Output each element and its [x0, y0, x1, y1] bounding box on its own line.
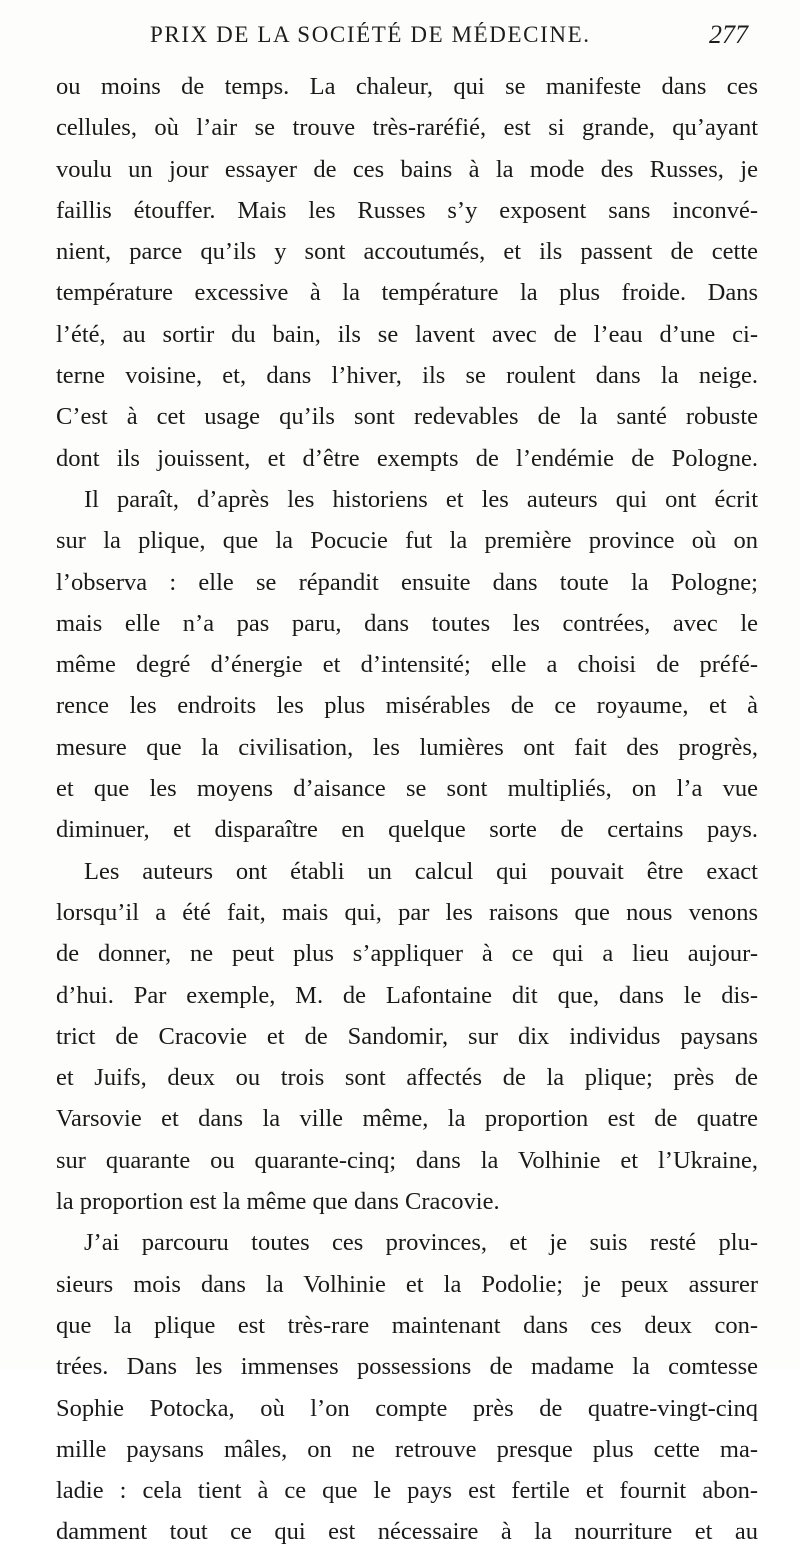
- body-text: [56, 66, 758, 1553]
- text-line: de donner, ne peut plus s’appliquer à ce qui a lieu aujour-: [56, 940, 758, 968]
- text-line: mais elle n’a pas paru, dans toutes les contrées, avec le: [56, 609, 758, 637]
- page-number: 277: [709, 20, 748, 49]
- text-line: C’est à cet usage qu’ils sont redevables de la santé robuste: [56, 403, 758, 431]
- text-line: damment tout ce qui est nécessaire à la nourriture et au: [56, 1518, 758, 1546]
- text-line: lorsqu’il a été fait, mais qui, par les raisons que nous venons: [56, 898, 758, 926]
- text-line: Les auteurs ont établi un calcul qui pouvait être exact: [84, 857, 758, 885]
- text-line: Il paraît, d’après les historiens et les auteurs qui ont écrit: [84, 485, 758, 513]
- running-head: [58, 18, 758, 54]
- text-line: même degré d’énergie et d’intensité; elle a choisi de préfé-: [56, 651, 758, 679]
- text-line: ou moins de temps. La chaleur, qui se manifeste dans ces: [56, 73, 758, 100]
- text-line: sur la plique, que la Pocucie fut la première province où on: [56, 527, 758, 555]
- text-line: d’hui. Par exemple, M. de Lafontaine dit que, dans le dis-: [56, 981, 758, 1009]
- text-line: la proportion est la même que dans Cracovie.: [56, 1188, 500, 1216]
- running-title: PRIX DE LA SOCIÉTÉ DE MÉDECINE.: [150, 22, 591, 47]
- text-line: température excessive à la température la plus froide. Dans: [56, 279, 758, 307]
- text-line: et Juifs, deux ou trois sont affectés de la plique; près de: [56, 1064, 758, 1092]
- text-line: dont ils jouissent, et d’être exempts de l’endémie de Pologne.: [56, 444, 758, 472]
- text-line: Sophie Potocka, où l’on compte près de quatre-vingt-cinq: [56, 1394, 758, 1422]
- text-line: mesure que la civilisation, les lumières ont fait des progrès,: [56, 733, 758, 761]
- text-line: voulu un jour essayer de ces bains à la mode des Russes, je: [56, 155, 758, 183]
- text-line: trées. Dans les immenses possessions de madame la comtesse: [56, 1353, 758, 1381]
- text-line: l’observa : elle se répandit ensuite dans toute la Pologne;: [56, 568, 758, 596]
- text-line: cellules, où l’air se trouve très-raréfié, est si grande, qu’ayant: [56, 114, 758, 142]
- text-line: ladie : cela tient à ce que le pays est fertile et fournit abon-: [56, 1477, 758, 1505]
- text-line: l’été, au sortir du bain, ils se lavent avec de l’eau d’une ci-: [56, 320, 758, 348]
- text-line: trict de Cracovie et de Sandomir, sur dix individus paysans: [56, 1022, 758, 1050]
- text-line: sur quarante ou quarante-cinq; dans la Volhinie et l’Ukraine,: [56, 1146, 758, 1174]
- text-line: faillis étouffer. Mais les Russes s’y exposent sans inconvé-: [56, 196, 758, 224]
- text-line: rence les endroits les plus misérables de ce royaume, et à: [56, 692, 758, 720]
- text-line: sieurs mois dans la Volhinie et la Podolie; je peux assurer: [56, 1270, 758, 1298]
- text-line: et que les moyens d’aisance se sont multipliés, on l’a vue: [56, 775, 758, 803]
- text-line: J’ai parcouru toutes ces provinces, et je suis resté plu-: [84, 1229, 758, 1257]
- text-line: terne voisine, et, dans l’hiver, ils se roulent dans la neige.: [56, 362, 758, 390]
- text-line: nient, parce qu’ils y sont accoutumés, et ils passent de cette: [56, 238, 758, 266]
- text-line: diminuer, et disparaître en quelque sorte de certains pays.: [56, 816, 758, 844]
- text-line: que la plique est très-rare maintenant dans ces deux con-: [56, 1311, 758, 1339]
- text-line: Varsovie et dans la ville même, la proportion est de quatre: [56, 1105, 758, 1133]
- text-line: mille paysans mâles, on ne retrouve presque plus cette ma-: [56, 1435, 758, 1463]
